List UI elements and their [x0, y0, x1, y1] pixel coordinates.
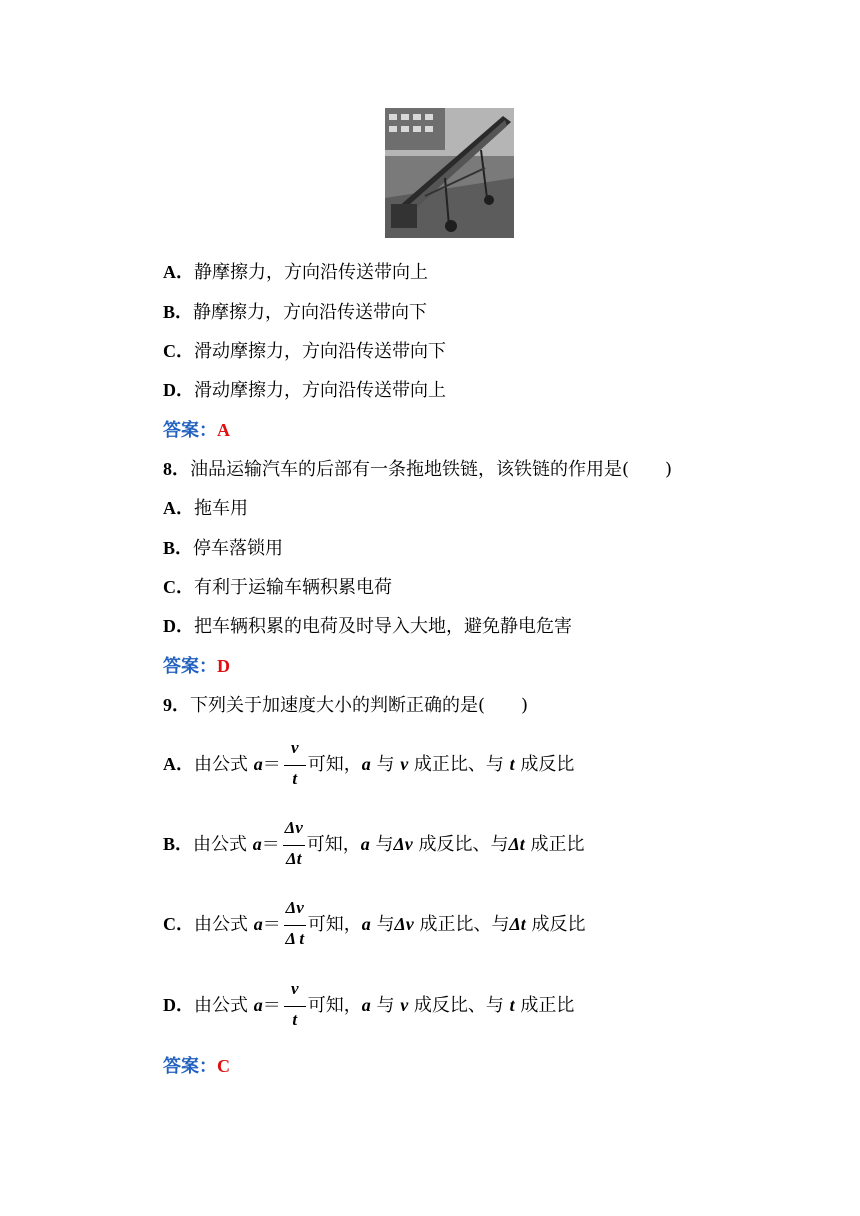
question-number: 9． [163, 695, 190, 715]
conclusion-intro: 可知， [307, 754, 362, 775]
q9-option-d [163, 974, 574, 1037]
formula-intro: 由公式 [194, 914, 254, 935]
fraction-denominator: t [292, 1010, 298, 1029]
fraction [282, 975, 308, 1037]
var-t: t [509, 995, 515, 1015]
text-segment: 成正比、与 [408, 754, 510, 775]
fraction-denominator: Δt [286, 849, 302, 868]
option-a [163, 260, 428, 285]
option-label: B． [163, 302, 194, 322]
option-text: 有利于运输车辆积累电荷 [194, 577, 392, 598]
option-label: A． [163, 498, 194, 518]
option-text: 滑动摩擦力，方向沿传送带向上 [194, 380, 446, 401]
var-v: v [400, 754, 409, 774]
fraction [282, 894, 308, 956]
question-text: 下列关于加速度大小的判断正确的是( ) [190, 695, 529, 716]
option-text: 把车辆积累的电荷及时导入大地，避免静电危害 [194, 616, 572, 637]
text-segment: 与 [369, 834, 394, 855]
formula-intro: 由公式 [193, 834, 253, 855]
answer-label: 答案： [163, 1056, 217, 1077]
answer-q9 [163, 1054, 230, 1079]
answer-value: D [217, 656, 230, 676]
q8-option-a [163, 496, 248, 521]
text-segment: 成正比 [514, 995, 575, 1016]
text-segment: 成反比、与 [412, 834, 509, 855]
question-number: 8． [163, 459, 190, 479]
fraction-bar [284, 765, 306, 766]
fraction-numerator: Δv [284, 818, 303, 837]
question-8-stem [163, 457, 672, 482]
fraction-numerator: Δv [285, 898, 304, 917]
answer-value: C [217, 1056, 230, 1076]
var-a: a [253, 754, 263, 774]
option-text: 静摩擦力，方向沿传送带向下 [193, 302, 428, 323]
option-label: B． [163, 538, 194, 558]
equals-sign: ＝ [262, 995, 281, 1016]
equals-sign: ＝ [262, 754, 281, 775]
var-a: a [361, 995, 371, 1015]
option-label: D． [163, 380, 194, 400]
answer-value: A [217, 420, 230, 440]
formula-intro: 由公式 [194, 995, 254, 1016]
var-a: a [253, 914, 263, 934]
question-text: 油品运输汽车的后部有一条拖地铁链，该铁链的作用是( ) [190, 459, 673, 480]
q9-option-c [163, 893, 586, 956]
equals-sign: ＝ [262, 914, 281, 935]
equals-sign: ＝ [261, 834, 280, 855]
option-c [163, 339, 446, 364]
q9-option-a [163, 733, 574, 796]
var-t: t [509, 754, 515, 774]
conclusion-intro: 可知， [307, 914, 362, 935]
text-segment: 与 [370, 754, 401, 775]
text-segment: 与 [370, 914, 395, 935]
var-t: Δt [509, 914, 526, 934]
option-label: D． [163, 616, 194, 636]
var-a: a [361, 754, 371, 774]
text-segment: 成正比 [524, 834, 585, 855]
var-a: a [361, 914, 371, 934]
q8-option-b [163, 536, 283, 561]
option-b [163, 300, 427, 325]
fraction [282, 734, 308, 796]
option-d [163, 378, 446, 403]
fraction-denominator: Δ t [285, 929, 305, 948]
conveyor-belt-photo [385, 108, 514, 238]
conclusion-intro: 可知， [307, 995, 362, 1016]
option-text: 拖车用 [194, 498, 248, 519]
conclusion-intro: 可知， [306, 834, 361, 855]
fraction-numerator: v [290, 738, 299, 757]
var-a: a [360, 834, 370, 854]
fraction [281, 814, 307, 876]
q9-option-b [163, 813, 585, 876]
text-segment: 与 [370, 995, 401, 1016]
option-label: D． [163, 995, 194, 1015]
text-segment: 成反比、与 [408, 995, 510, 1016]
answer-q7 [163, 418, 230, 443]
answer-label: 答案： [163, 420, 217, 441]
var-a: a [252, 834, 262, 854]
text-segment: 成反比 [514, 754, 575, 775]
question-9-stem [163, 693, 528, 718]
option-label: A． [163, 754, 194, 774]
text-segment: 成反比 [525, 914, 586, 935]
option-label: C． [163, 341, 194, 361]
option-label: C． [163, 914, 194, 934]
fraction-bar [284, 1006, 306, 1007]
option-text: 停车落锁用 [193, 538, 284, 559]
var-v: Δv [393, 834, 413, 854]
fraction-denominator: t [292, 769, 298, 788]
fraction-bar [284, 925, 306, 926]
var-t: Δt [508, 834, 525, 854]
option-text: 静摩擦力，方向沿传送带向上 [194, 262, 428, 283]
fraction-numerator: v [290, 979, 299, 998]
var-a: a [253, 995, 263, 1015]
fraction-bar [283, 845, 305, 846]
var-v: v [400, 995, 409, 1015]
answer-q8 [163, 654, 230, 679]
option-text: 滑动摩擦力，方向沿传送带向下 [194, 341, 446, 362]
text-segment: 成正比、与 [413, 914, 510, 935]
formula-intro: 由公式 [194, 754, 254, 775]
var-v: Δv [394, 914, 414, 934]
q8-option-c [163, 575, 392, 600]
option-label: C． [163, 577, 194, 597]
q8-option-d [163, 614, 572, 639]
answer-label: 答案： [163, 656, 217, 677]
option-label: B． [163, 834, 194, 854]
option-label: A． [163, 262, 194, 282]
